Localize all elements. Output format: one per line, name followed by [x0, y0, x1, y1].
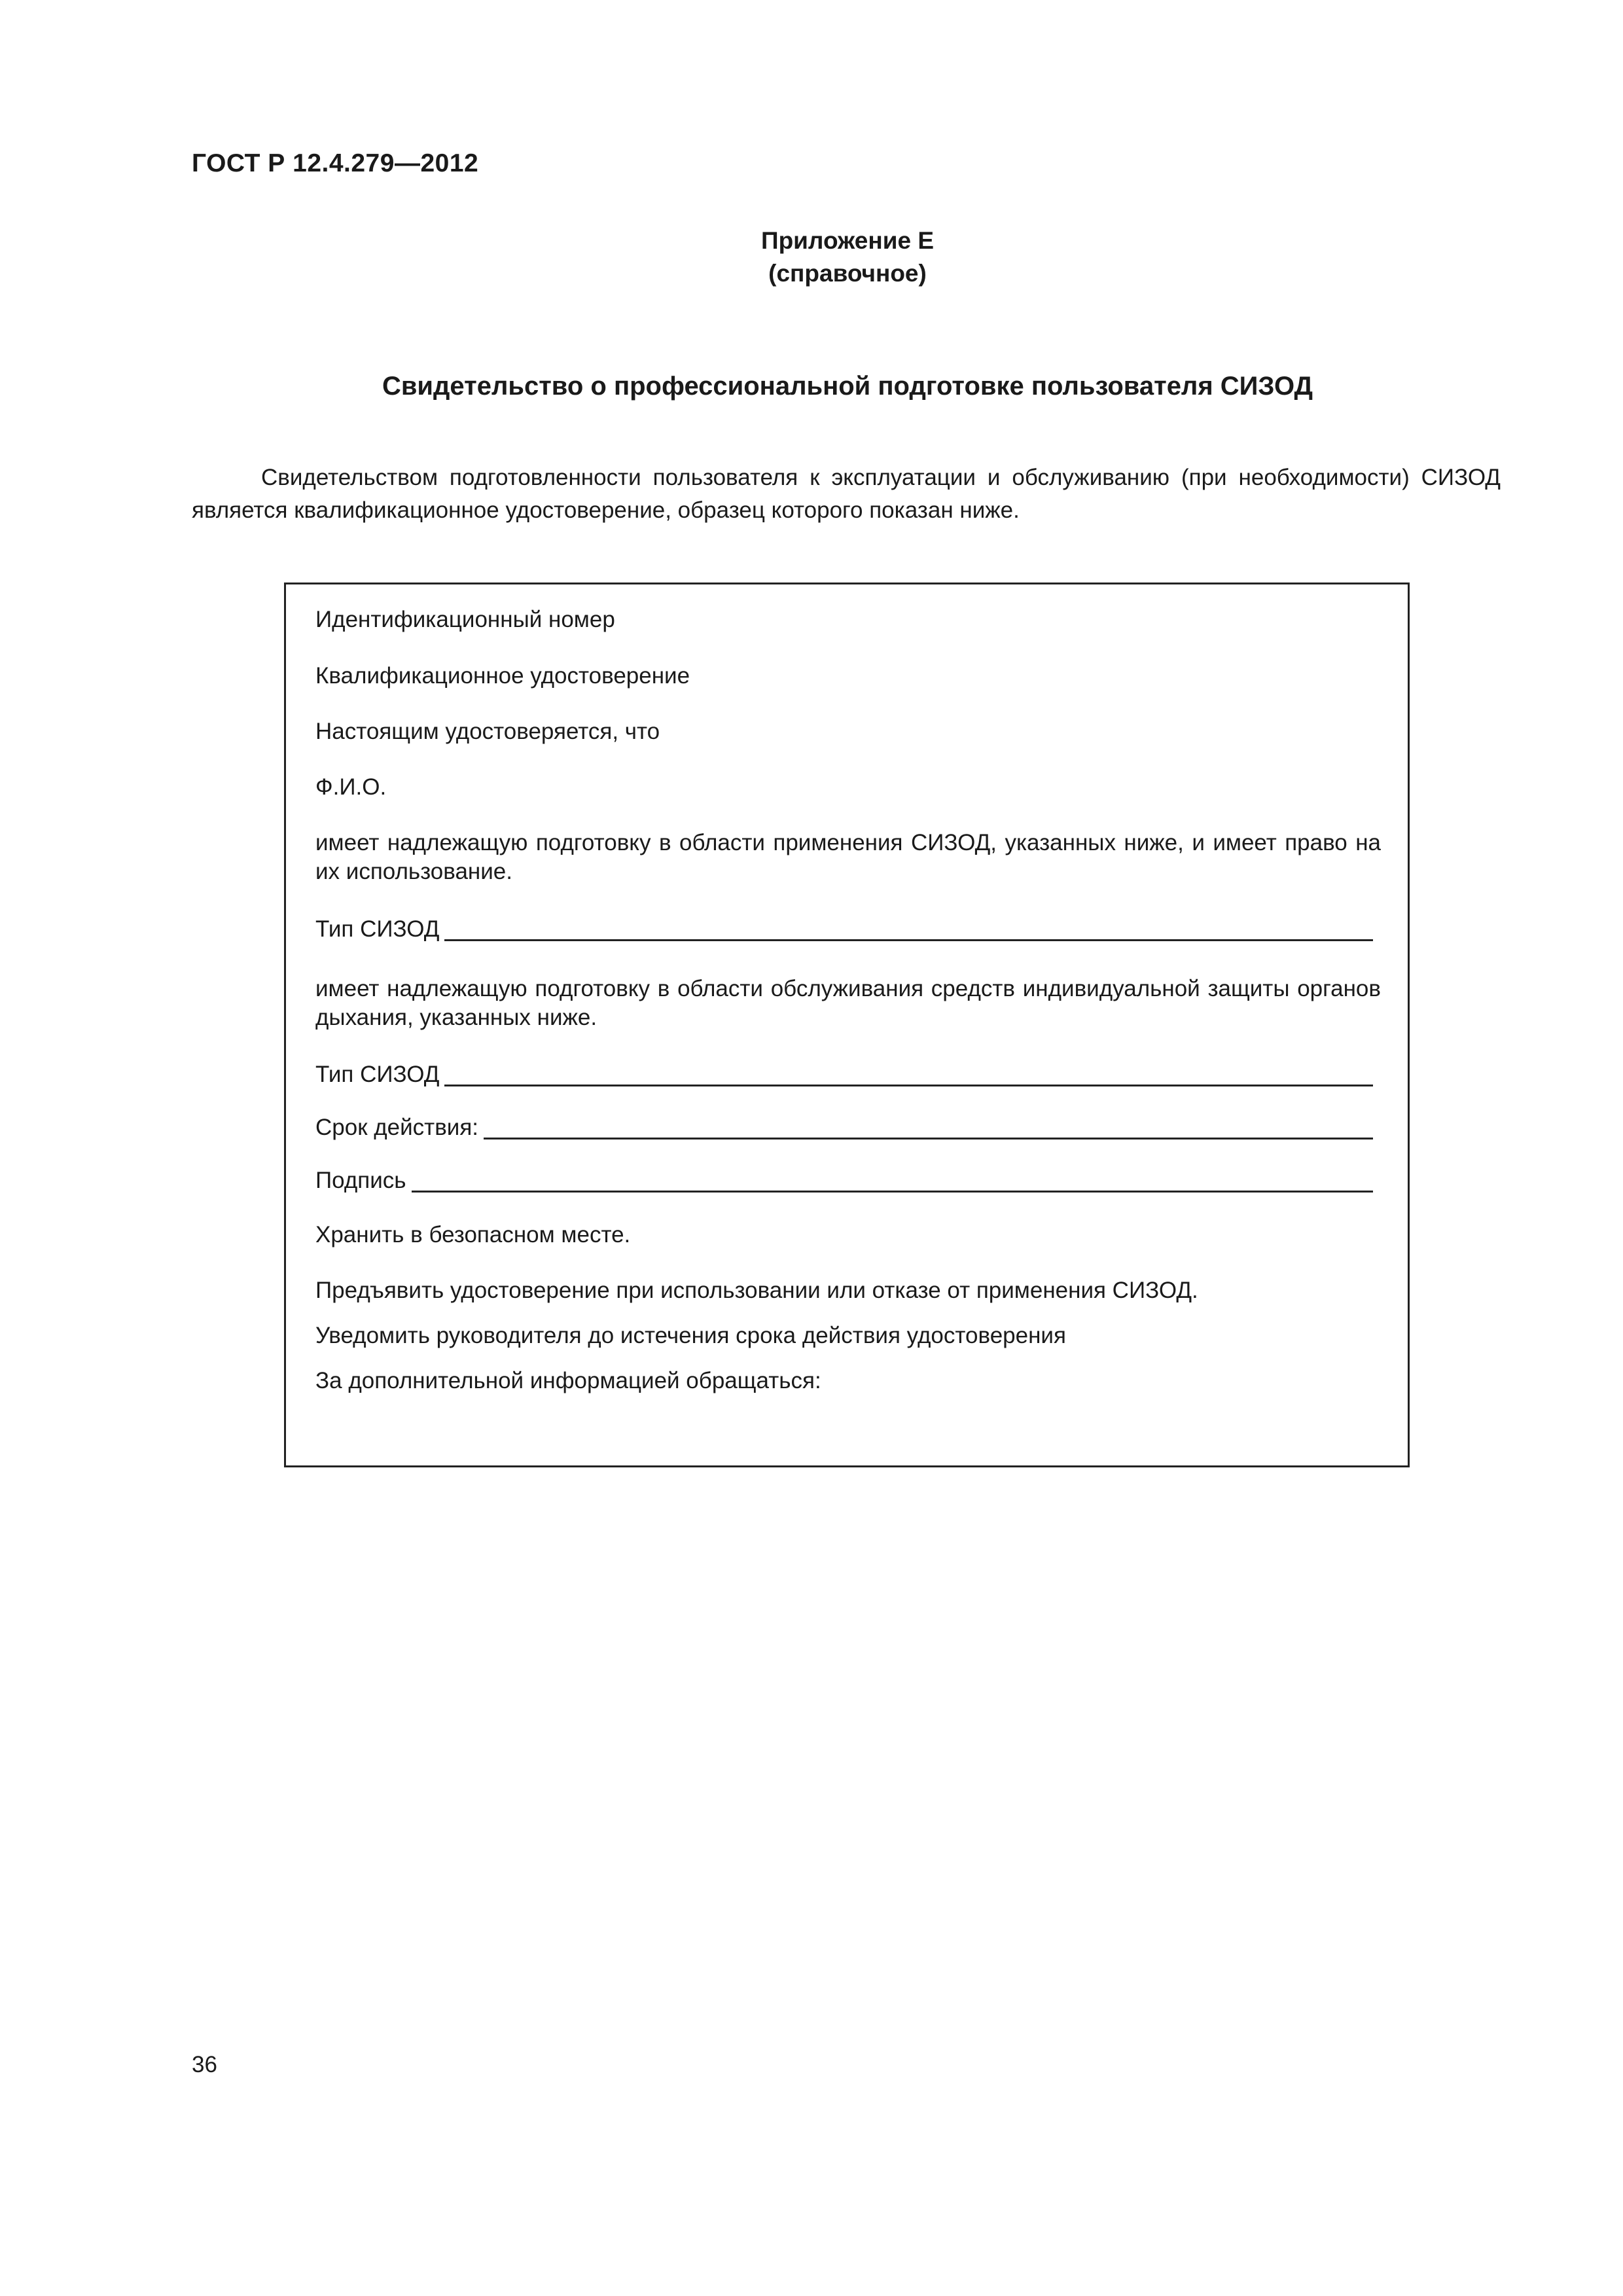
type-usage-blank-line [444, 917, 1373, 941]
certifies-that-text: Настоящим удостоверяется, что [315, 719, 660, 744]
type-label-maintenance: Тип СИЗОД [315, 1062, 440, 1087]
type-maintenance-blank-line [444, 1062, 1373, 1086]
type-label-usage: Тип СИЗОД [315, 916, 440, 942]
appendix-title: Приложение Е [760, 227, 935, 254]
notify-manager-text: Уведомить руководителя до истечения срока действия удостоверения [315, 1323, 1066, 1348]
validity-blank-line [484, 1115, 1373, 1139]
signature-label: Подпись [315, 1168, 406, 1193]
intro-paragraph: Свидетельством подготовленности пользователя к эксплуатации и обслуживанию (при необходимости) СИЗОД является квалификационное удостоверение, образец которого показан ниже. [192, 465, 1501, 523]
type-field-maintenance [315, 1060, 1373, 1089]
certificate-sample-box [284, 583, 1410, 1467]
type-field-usage [315, 915, 1373, 944]
store-safely-text: Хранить в безопасном месте. [315, 1222, 631, 1247]
appendix-kind: (справочное) [768, 260, 927, 287]
maintenance-training-text: имеет надлежащую подготовку в области обслуживания средств индивидуальной защиты органов дыхания, указанных ниже. [315, 976, 1381, 1030]
id-number-label: Идентификационный номер [315, 607, 615, 632]
page-number: 36 [192, 2052, 217, 2077]
signature-field [315, 1166, 1373, 1195]
certificate-title: Квалификационное удостоверение [315, 663, 690, 689]
usage-training-text: имеет надлежащую подготовку в области применения СИЗОД, указанных ниже, и имеет право на их использование. [315, 830, 1381, 884]
contact-info-text: За дополнительной информацией обращаться: [315, 1368, 821, 1393]
validity-label: Срок действия: [315, 1115, 479, 1140]
full-name-label: Ф.И.О. [315, 774, 387, 800]
document-code: ГОСТ Р 12.4.279—2012 [192, 149, 479, 177]
section-title: Свидетельство о профессиональной подготовке пользователя СИЗОД [382, 372, 1313, 401]
signature-blank-line [412, 1168, 1373, 1193]
validity-field [315, 1113, 1373, 1142]
present-certificate-text: Предъявить удостоверение при использовании или отказе от применения СИЗОД. [315, 1278, 1198, 1303]
